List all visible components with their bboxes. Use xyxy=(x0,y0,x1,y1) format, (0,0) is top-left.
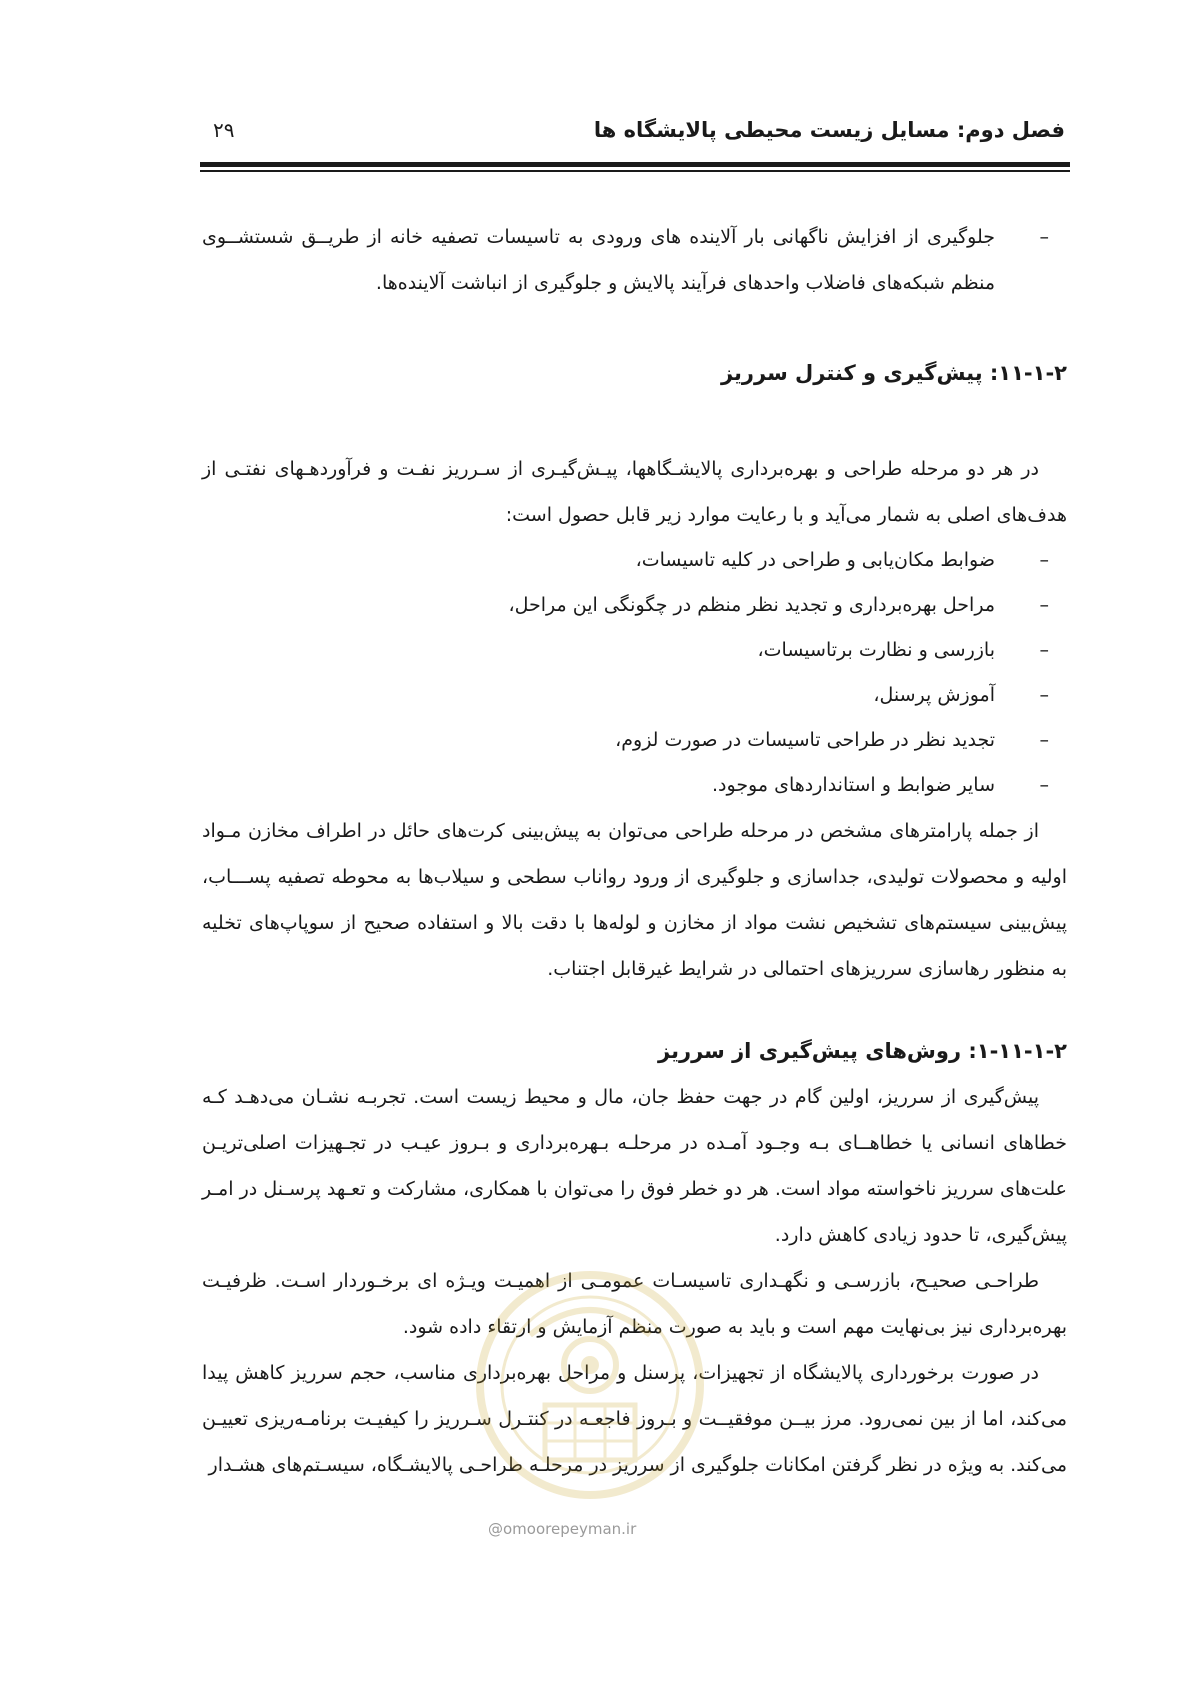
list-item xyxy=(202,538,1067,583)
dash-bullet: – xyxy=(1039,226,1049,248)
section1-paragraph-2: از جمله پارامترهای مشخص در مرحله طراحی می‌توان به پیش‌بینی کرت‌های حائل در اطراف مخازن مـواد اولیه و محصولات تولیدی، جداسازی و جلوگیری از ورود رواناب سطحی و سیلاب‌ها به محوطه تصفیه پســـاب، پیش‌بینی سیستم‌های تشخیص نشت مواد از مخازن و لوله‌ها با دقت بالا و استفاده صحیح از سوپاپ‌های تخلیه به منظور رهاسازی سرریزهای احتمالی در شرایط غیرقابل اجتناب. xyxy=(202,820,1067,980)
list-item xyxy=(202,583,1067,628)
list-item xyxy=(202,673,1067,718)
list-item xyxy=(202,628,1067,673)
list-item-text: آموزش پرسنل، xyxy=(873,684,995,706)
list-item-text: سایر ضوابط و استانداردهای موجود. xyxy=(712,774,995,796)
section2-paragraph: در صورت برخورداری پالایشگاه از تجهیزات، پرسنل و مراحل بهره‌برداری مناسب، حجم سرریز کاهش پیدا می‌کند، اما از بین نمی‌رود. مرز بیــن موفقیــت و بـروز فاجعـه در کنتـرل سـرریز را کیفیـت برنامـه‌ریزی تعییـن می‌کند. به ویژه در نظر گرفتن امکانات جلوگیری از سرریز در مرحلـه طراحـی پالایشـگاه، سیسـتم‌های هشـدار xyxy=(202,1362,1067,1476)
section2-paragraph: طراحـی صحیـح، بازرسـی و نگهـداری تاسیسـات عمومـی از اهمیـت ویـژه ای برخـوردار اسـت. ظرفیـت بهره‌برداری نیز بی‌نهایت مهم است و باید به صورت منظم آزمایش و ارتقاء داده شود. xyxy=(202,1270,1067,1338)
intro-list-item xyxy=(202,214,1067,306)
prevention-measures-list xyxy=(202,538,1067,808)
dash-bullet: – xyxy=(1039,639,1049,661)
section2-paragraph: پیش‌گیری از سرریز، اولین گام در جهت حفظ جان، مال و محیط زیست است. تجربـه نشـان می‌دهـد کـه خطاهای انسانی یا خطاهــای بـه وجـود آمـده در مرحلـه بـهره‌برداری و بـروز عیـب در تجـهیزات اصلی‌تریـن علت‌های سرریز ناخواسته مواد است. هر دو خطر فوق را می‌توان با همکاری، مشارکت و تعـهد پرسـنل در امـر پیش‌گیری، تا حدود زیادی کاهش دارد. xyxy=(202,1086,1067,1246)
dash-bullet: – xyxy=(1039,729,1049,751)
chapter-title: فصل دوم: مسایل زیست محیطی پالایشگاه ها xyxy=(593,118,1065,142)
list-item-text: مراحل بهره‌برداری و تجدید نظر منظم در چگونگی این مراحل، xyxy=(508,594,995,616)
dash-bullet: – xyxy=(1039,774,1049,796)
list-item-text: بازرسی و نظارت برتاسیسات، xyxy=(757,639,995,661)
page-header xyxy=(205,118,1065,148)
header-rule-thin xyxy=(200,170,1070,172)
list-item-text: تجدید نظر در طراحی تاسیسات در صورت لزوم، xyxy=(615,729,995,751)
page-number: ۲۹ xyxy=(213,118,235,142)
header-rule-thick xyxy=(200,162,1070,167)
dash-bullet: – xyxy=(1039,594,1049,616)
dash-bullet: – xyxy=(1039,549,1049,571)
list-item xyxy=(202,718,1067,763)
intro-list-item-text: جلوگیری از افزایش ناگهانی بار آلاینده های ورودی به تاسیسات تصفیه خانه از طریــق شستشــوی منظم شبکه‌های فاضلاب واحدهای فرآیند پالایش و جلوگیری از انباشت آلاینده‌ها. xyxy=(202,226,995,294)
section-heading-spill-prevention: ۱۱-۱-۲: پیش‌گیری و کنترل سرریز xyxy=(720,361,1067,385)
dash-bullet: – xyxy=(1039,684,1049,706)
list-item-text: ضوابط مکان‌یابی و طراحی در کلیه تاسیسات، xyxy=(635,549,995,571)
watermark-url: @omoorepeyman.ir xyxy=(488,1520,637,1538)
list-item xyxy=(202,763,1067,808)
page-content xyxy=(202,214,1067,1488)
section-heading-prevention-methods: ۱-۱۱-۱-۲: روش‌های پیش‌گیری از سرریز xyxy=(658,1039,1067,1063)
section1-paragraph: در هر دو مرحله طراحی و بهره‌برداری پالایشـگاهها، پیـش‌گیـری از سـرریز نفـت و فرآوردهـهای نفتـی از هدف‌های اصلی به شمار می‌آید و با رعایت موارد زیر قابل حصول است: xyxy=(202,458,1067,526)
